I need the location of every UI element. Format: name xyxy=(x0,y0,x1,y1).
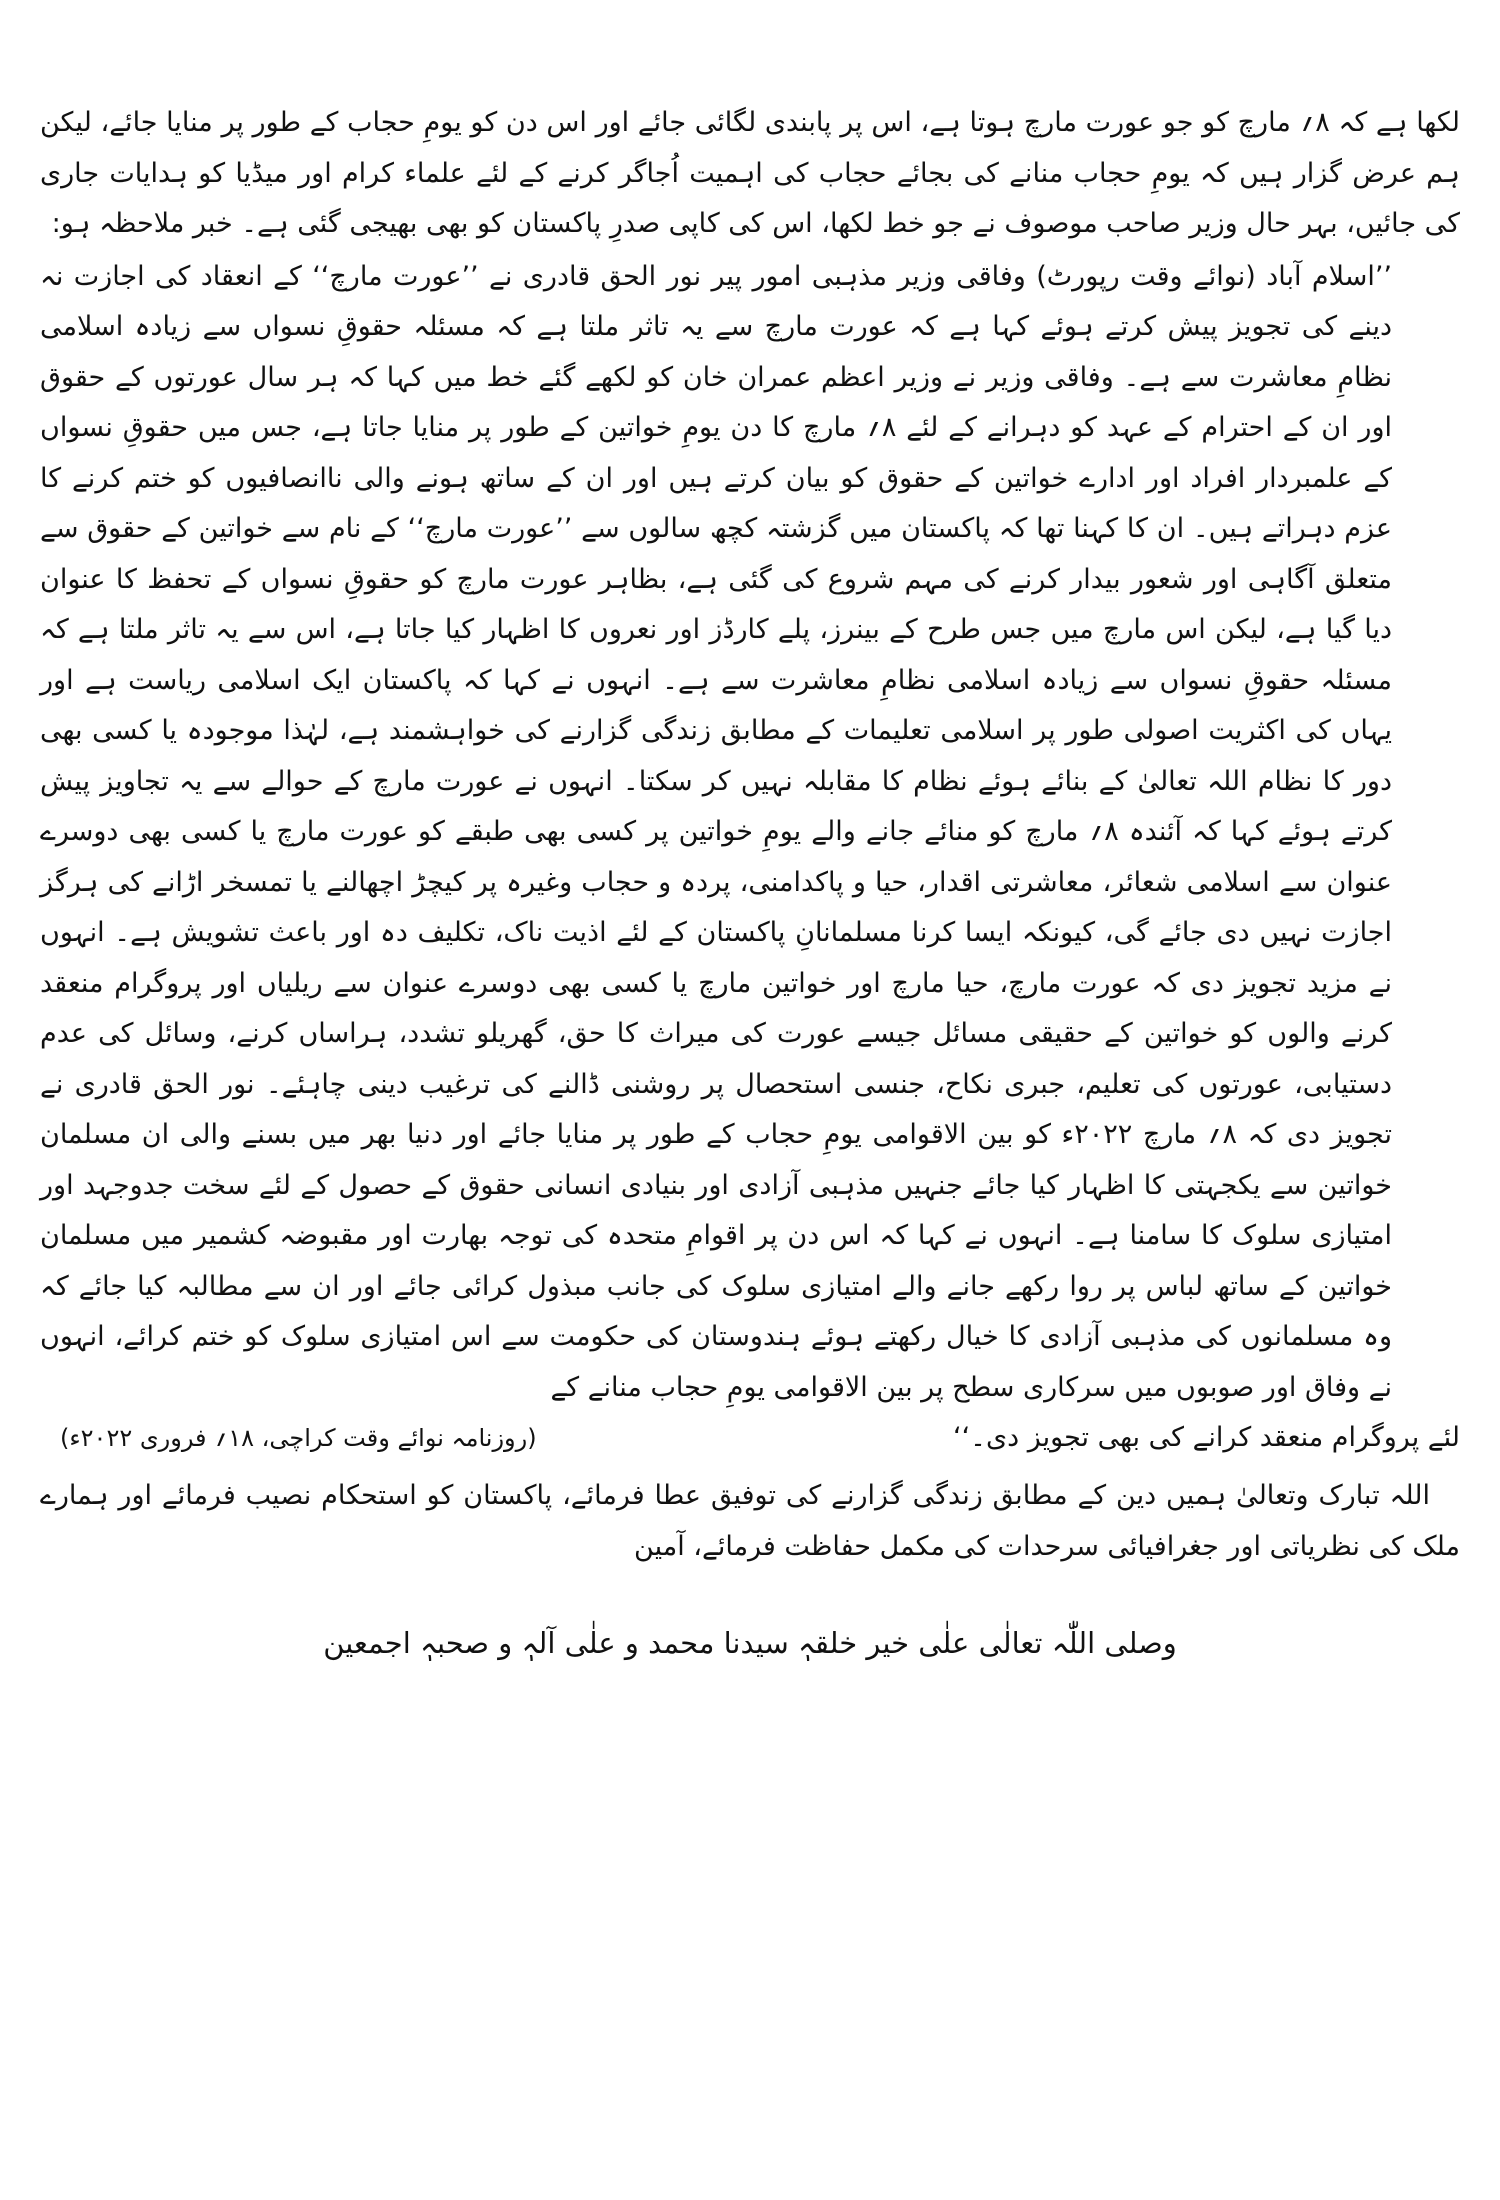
news-source-citation: (روزنامہ نوائے وقت کراچی، ۱۸؍ فروری ۲۰۲۲ء) xyxy=(60,1424,537,1452)
news-quote-paragraph: ’’اسلام آباد (نوائے وقت رپورٹ) وفاقی وزیر مذہبی امور پیر نور الحق قادری نے ’’عورت مارچ‘‘ کے انعقاد کی اجازت نہ دینے کی تجویز پیش کرتے ہوئے کہا ہے کہ عورت مارچ سے یہ تاثر ملتا ہے کہ مسئلہ حقوقِ نسواں سے زیادہ اسلامی نظامِ معاشرت سے ہے۔ وفاقی وزیر نے وزیر اعظم عمران خان کو لکھے گئے خط میں کہا کہ ہر سال عورتوں کے حقوق اور ان کے احترام کے عہد کو دہرانے کے لئے ۸؍ مارچ کا دن یومِ خواتین کے طور پر منایا جاتا ہے، جس میں حقوقِ نسواں کے علمبردار افراد اور ادارے خواتین کے حقوق کو بیان کرتے ہیں اور ان کے ساتھ ہونے والی ناانصافیوں کو ختم کرنے کا عزم دہراتے ہیں۔ ان کا کہنا تھا کہ پاکستان میں گزشتہ کچھ سالوں سے ’’عورت مارچ‘‘ کے نام سے خواتین کے حقوق سے متعلق آگاہی اور شعور بیدار کرنے کی مہم شروع کی گئی ہے، بظاہر عورت مارچ کو حقوقِ نسواں کے تحفظ کا عنوان دیا گیا ہے، لیکن اس مارچ میں جس طرح کے بینرز، پلے کارڈز اور نعروں کا اظہار کیا جاتا ہے، اس سے یہ تاثر ملتا ہے کہ مسئلہ حقوقِ نسواں سے زیادہ اسلامی نظامِ معاشرت سے ہے۔ انہوں نے کہا کہ پاکستان ایک اسلامی ریاست ہے اور یہاں کی اکثریت اصولی طور پر اسلامی تعلیمات کے مطابق زندگی گزارنے کی خواہشمند ہے، لہٰذا موجودہ یا کسی بھی دور کا نظام اللہ تعالیٰ کے بنائے ہوئے نظام کا مقابلہ نہیں کر سکتا۔ انہوں نے عورت مارچ کے حوالے سے یہ تجاویز پیش کرتے ہوئے کہا کہ آئندہ ۸؍ مارچ کو منائے جانے والے یومِ خواتین پر کسی بھی طبقے کو عورت مارچ یا کسی بھی دوسرے عنوان سے اسلامی شعائر، معاشرتی اقدار، حیا و پاکدامنی، پردہ و حجاب وغیرہ پر کیچڑ اچھالنے یا تمسخر اڑانے کی ہرگز اجازت نہیں دی جائے گی، کیونکہ ایسا کرنا مسلمانانِ پاکستان کے لئے اذیت ناک، تکلیف دہ اور باعث تشویش ہے۔ انہوں نے مزید تجویز دی کہ عورت مارچ، حیا مارچ اور خواتین مارچ یا کسی بھی دوسرے عنوان سے ریلیاں اور پروگرام منعقد کرنے والوں کو خواتین کے حقیقی مسائل جیسے عورت کی میراث کا حق، گھریلو تشدد، ہراساں کرنے، وسائل کی عدم دستیابی، عورتوں کی تعلیم، جبری نکاح، جنسی استحصال پر روشنی ڈالنے کی ترغیب دینی چاہئے۔ نور الحق قادری نے تجویز دی کہ ۸؍ مارچ ۲۰۲۲ء کو بین الاقوامی یومِ حجاب کے طور پر منایا جائے اور دنیا بھر میں بسنے والی ان مسلمان خواتین سے یکجہتی کا اظہار کیا جائے جنہیں مذہبی آزادی اور بنیادی انسانی حقوق کے حصول کے لئے سخت جدوجہد اور امتیازی سلوک کا سامنا ہے۔ انہوں نے کہا کہ اس دن پر اقوامِ متحدہ کی توجہ بھارت اور مقبوضہ کشمیر میں مسلمان خواتین کے ساتھ لباس پر روا رکھے جانے والے امتیازی سلوک کی جانب مبذول کرائی جائے اور ان سے مطالبہ کیا جائے کہ وہ مسلمانوں کی مذہبی آزادی کا خیال رکھتے ہوئے ہندوستان کی حکومت سے اس امتیازی سلوک کو ختم کرائے، انہوں نے وفاق اور صوبوں میں سرکاری سطح پر بین الاقوامی یومِ حجاب منانے کے xyxy=(40,260,1392,1403)
intro-paragraph: لکھا ہے کہ ۸؍ مارچ کو جو عورت مارچ ہوتا ہے، اس پر پابندی لگائی جائے اور اس دن کو یومِ حجاب کے طور پر منایا جائے، لیکن ہم عرض گزار ہیں کہ یومِ حجاب منانے کی بجائے حجاب کی اہمیت اُجاگر کرنے کے لئے علماء کرام اور میڈیا کو ہدایات جاری کی جائیں، بہر حال وزیر صاحب موصوف نے جو خط لکھا، اس کی کاپی صدرِ پاکستان کو بھی بھیجی گئی ہے۔ خبر ملاحظہ ہو: xyxy=(40,107,1461,239)
quote-last-line: لئے پروگرام منعقد کرانے کی بھی تجویز دی۔‘‘ xyxy=(952,1422,1460,1453)
salawat-line: وصلی اللّٰہ تعالٰی علٰی خیر خلقہٖ سیدنا محمد و علٰی آلہٖ و صحبہٖ اجمعین xyxy=(323,1626,1177,1660)
closing-prayer-paragraph: اللہ تبارک وتعالیٰ ہمیں دین کے مطابق زندگی گزارنے کی توفیق عطا فرمائے، پاکستان کو استحکام نصیب فرمائے اور ہمارے ملک کی نظریاتی اور جغرافیائی سرحدات کی مکمل حفاظت فرمائے، آمین xyxy=(40,1480,1460,1562)
quote-end-row xyxy=(40,1413,1460,1463)
